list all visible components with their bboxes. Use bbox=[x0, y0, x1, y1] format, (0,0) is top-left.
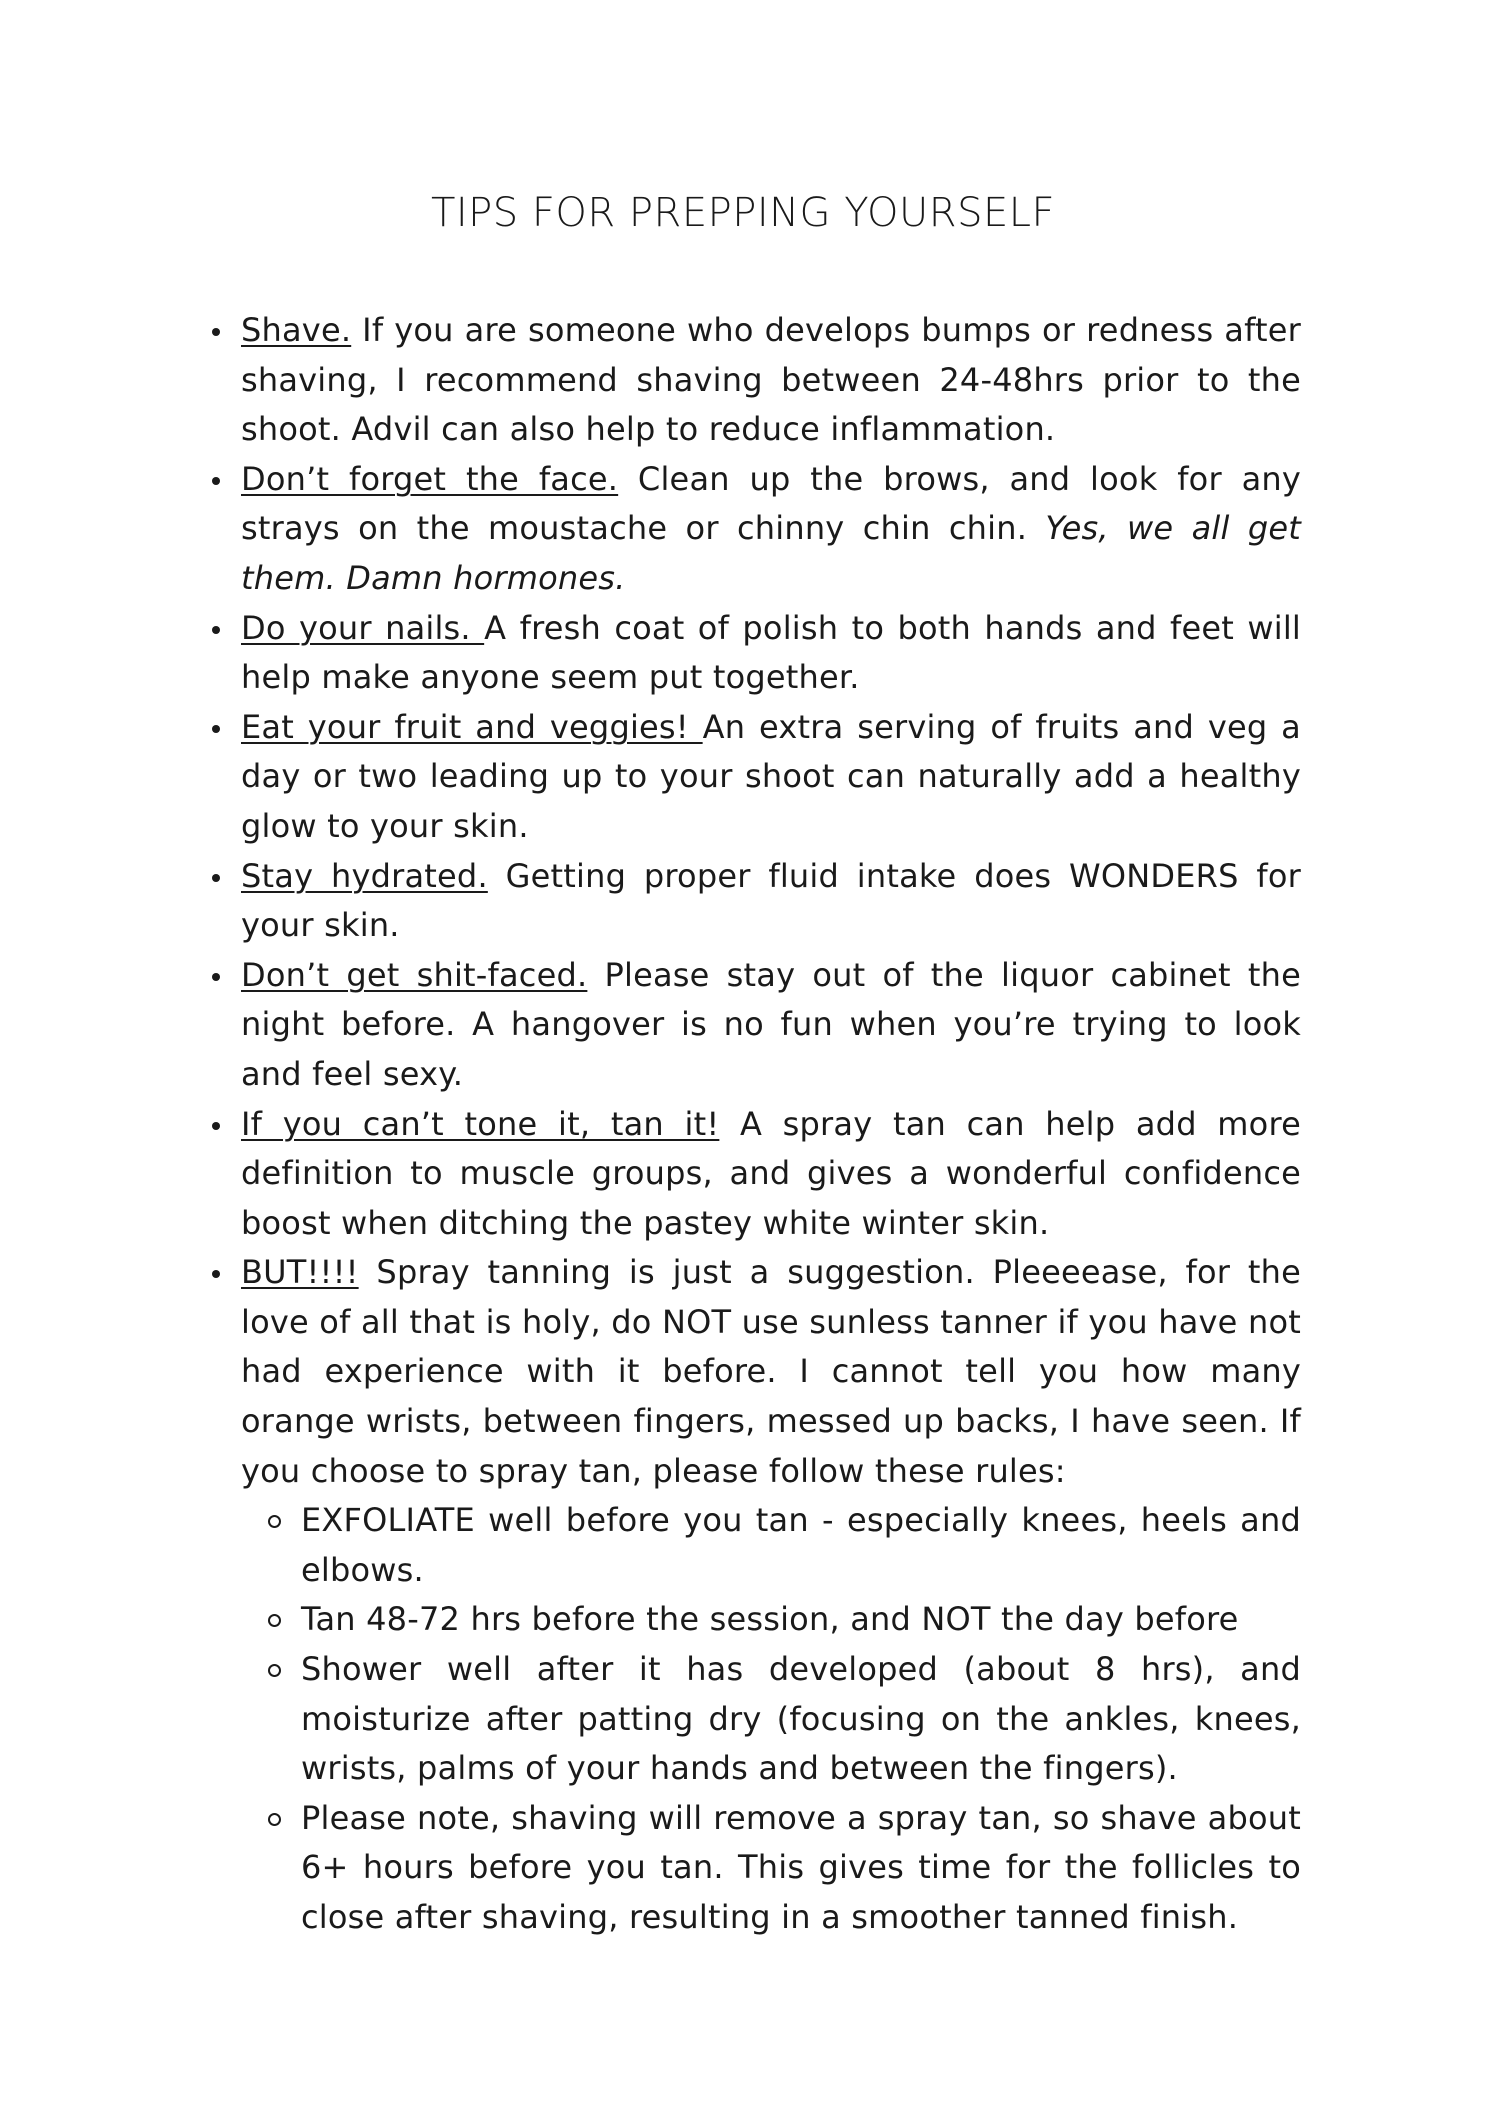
tan-rule-exfoliate: EXFOLIATE well before you tan - especially knees, heels and elbows. bbox=[301, 1496, 1301, 1595]
tan-rules-list bbox=[241, 1496, 1301, 1942]
tip-fruit-veggies bbox=[241, 703, 1301, 852]
tip-label: BUT!!!! bbox=[241, 1253, 359, 1292]
tip-label: Don’t forget the face. bbox=[241, 459, 619, 498]
tip-text: Clean up the brows, and look for any strays on the moustache or chinny chin chin. bbox=[241, 459, 1301, 548]
page-title: TIPS FOR PREPPING YOURSELF bbox=[430, 190, 1056, 236]
tan-rule-shower: Shower well after it has developed (about 8 hrs), and moisturize after patting dry (focusing on the ankles, knees, wrists, palms of your hands and between the fingers). bbox=[301, 1645, 1301, 1794]
tip-text: A spray tan can help add more definition to muscle groups, and gives a wonderful confidence boost when ditching the pastey white winter skin. bbox=[241, 1104, 1301, 1242]
tip-text: A fresh coat of polish to both hands and feet will help make anyone seem put together. bbox=[241, 608, 1301, 697]
tips-list bbox=[241, 306, 1301, 1943]
tip-label: Don’t get shit-faced. bbox=[241, 955, 588, 994]
tip-text: An extra serving of fruits and veg a day or two leading up to your shoot can naturally add a healthy glow to your skin. bbox=[241, 707, 1301, 845]
tip-label: Shave. bbox=[241, 311, 352, 349]
tip-hydrated bbox=[241, 852, 1301, 951]
tip-text: Please stay out of the liquor cabinet the night before. A hangover is no fun when you’re trying to look and feel sexy. bbox=[241, 955, 1301, 1093]
tip-face bbox=[241, 455, 1301, 604]
tip-text: If you are someone who develops bumps or redness after shaving, I recommend shaving between 24-48hrs prior to the shoot. Advil can also help to reduce inflammation. bbox=[241, 311, 1301, 449]
tip-label: Stay hydrated. bbox=[241, 856, 488, 895]
tan-rule-shaving-note: Please note, shaving will remove a spray tan, so shave about 6+ hours before you tan. This gives time for the follicles to close after shaving, resulting in a smoother tanned finish. bbox=[301, 1794, 1301, 1943]
tip-hangover bbox=[241, 951, 1301, 1100]
tip-tan bbox=[241, 1100, 1301, 1249]
tip-text: Spray tanning is just a suggestion. Pleeeease, for the love of all that is holy, do NOT use sunless tanner if you have not had experience with it before. I cannot tell you how many orange wrists, between fingers, messed up backs, I have seen. If you choose to spray tan, please follow these rules: bbox=[241, 1253, 1301, 1490]
tip-label: Eat your fruit and veggies! bbox=[241, 707, 703, 746]
tip-shave bbox=[241, 306, 1301, 455]
tip-text: Getting proper fluid intake does WONDERS for your skin. bbox=[241, 856, 1302, 945]
tip-label: If you can’t tone it, tan it! bbox=[241, 1104, 720, 1143]
tip-note: Yes, we all get them. Damn hormones. bbox=[241, 509, 1302, 597]
tip-label: Do your nails. bbox=[241, 608, 485, 647]
tan-rule-timing: Tan 48-72 hrs before the session, and NOT the day before bbox=[301, 1595, 1301, 1645]
tip-nails bbox=[241, 604, 1301, 703]
tip-spray-tan-warning bbox=[241, 1248, 1301, 1942]
